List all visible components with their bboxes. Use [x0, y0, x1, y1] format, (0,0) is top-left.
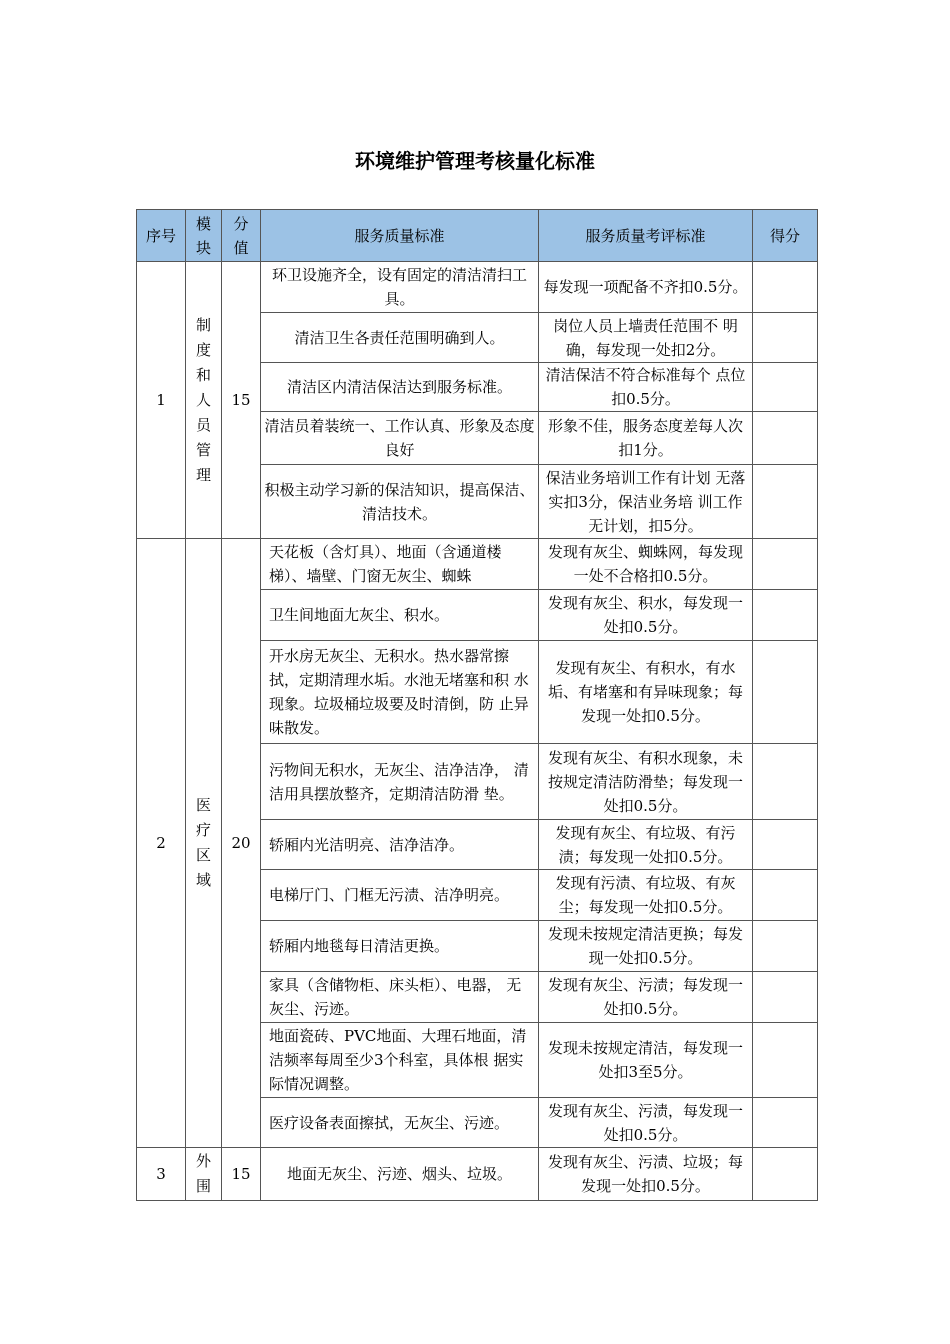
evaluation-standard: 发现有灰尘、蜘蛛网，每发现一处不合格扣0.5分。: [539, 539, 753, 590]
header-no: 序号: [137, 210, 186, 262]
evaluation-standard: 发现有灰尘、污渍；每发现一处扣0.5分。: [539, 972, 753, 1023]
module-char: 区: [195, 846, 211, 864]
points-cell[interactable]: [753, 412, 818, 465]
module-char: 域: [195, 871, 211, 889]
points-cell[interactable]: [753, 1098, 818, 1148]
section-score: 15: [222, 262, 261, 539]
module-char: 和: [195, 365, 211, 384]
evaluation-standard: 发现未按规定清洁，每发现一处扣3至5分。: [539, 1023, 753, 1098]
header-points: 得分: [753, 210, 818, 262]
module-char: 外: [195, 1152, 211, 1170]
page-title: 环境维护管理考核量化标准: [355, 149, 595, 173]
table-row: [137, 1148, 818, 1201]
evaluation-standard: 每发现一项配备不齐扣0.5分。: [539, 262, 753, 313]
section-score: 20: [222, 539, 261, 1148]
evaluation-standard: 发现有污渍、有垃圾、有灰尘；每发现一处扣0.5分。: [539, 870, 753, 921]
service-standard: 家具（含储物柜、床头柜）、电器， 无灰尘、污迹。: [261, 972, 539, 1023]
points-cell[interactable]: [753, 262, 818, 313]
section-number: 1: [137, 262, 186, 539]
header-score: [222, 210, 261, 262]
module-char: 员: [195, 415, 211, 434]
section-module: [186, 262, 222, 539]
service-standard: 地面瓷砖、PVC地面、大理石地面，清洁频率每周至少3个科室，具体根 据实际情况调整。: [261, 1023, 539, 1098]
standards-table: [136, 209, 818, 1201]
service-standard: 地面无灰尘、污迹、烟头、垃圾。: [261, 1148, 539, 1201]
module-char: 度: [195, 340, 211, 359]
module-char: 疗: [195, 821, 211, 839]
points-cell[interactable]: [753, 363, 818, 412]
evaluation-standard: 发现有灰尘、有积水现象，未按规定清洁防滑垫；每发现一处扣0.5分。: [539, 744, 753, 820]
header-score-line1: 分: [233, 214, 249, 233]
points-cell[interactable]: [753, 641, 818, 744]
service-standard: 清洁卫生各责任范围明确到人。: [261, 313, 539, 363]
service-standard: 天花板（含灯具）、地面（含通道楼 梯）、墙壁、门窗无灰尘、蜘蛛: [261, 539, 539, 590]
evaluation-standard: 清洁保洁不符合标准每个 点位扣0.5分。: [539, 363, 753, 412]
service-standard: 环卫设施齐全，设有固定的清洁清扫工具。: [261, 262, 539, 313]
evaluation-standard: 发现有灰尘、有积水，有水垢、有堵塞和有异味现象；每发现一处扣0.5分。: [539, 641, 753, 744]
service-standard: 卫生间地面尢灰尘、积水。: [261, 590, 539, 641]
points-cell[interactable]: [753, 590, 818, 641]
section-module: [186, 539, 222, 1148]
header-standard: 服务质量标准: [261, 210, 539, 262]
evaluation-standard: 发现有灰尘、积水，每发现一处扣0.5分。: [539, 590, 753, 641]
section-score: 15: [222, 1148, 261, 1201]
service-standard: 清洁员着装统一、工作认真、形象及态度良好: [261, 412, 539, 465]
header-module-line1: 模: [195, 214, 211, 233]
header-module: [186, 210, 222, 262]
evaluation-standard: 发现有灰尘、污渍，每发现一处扣0.5分。: [539, 1098, 753, 1148]
evaluation-standard: 发现有灰尘、污渍、垃圾；每发现一处扣0.5分。: [539, 1148, 753, 1201]
evaluation-standard: 发现有灰尘、有垃圾、有污渍；每发现一处扣0.5分。: [539, 820, 753, 870]
evaluation-standard: 形象不佳，服务态度差每人次扣1分。: [539, 412, 753, 465]
evaluation-standard: 岗位人员上墙责任范围不 明确，每发现一处扣2分。: [539, 313, 753, 363]
module-char: 管: [195, 440, 211, 459]
service-standard: 医疗设备表面擦拭，无灰尘、污迹。: [261, 1098, 539, 1148]
table-row: [137, 262, 818, 313]
points-cell[interactable]: [753, 744, 818, 820]
module-char: 围: [195, 1177, 211, 1195]
service-standard: 污物间无积水，无灰尘、洁净洁净， 清洁用具摆放整齐，定期清洁防滑 垫。: [261, 744, 539, 820]
service-standard: 开水房无灰尘、无积水。热水器常擦 拭，定期清理水垢。水池无堵塞和积 水现象。垃圾桶垃圾要及时清倒，防 止异味散发。: [261, 641, 539, 744]
header-score-line2: 值: [233, 238, 249, 257]
service-standard: 电梯厅门、门框无污渍、洁净明亮。: [261, 870, 539, 921]
section-number: 2: [137, 539, 186, 1148]
header-module-line2: 块: [195, 238, 211, 257]
points-cell[interactable]: [753, 870, 818, 921]
module-char: 医: [195, 796, 211, 814]
service-standard: 轿厢内地毯每日清洁更换。: [261, 921, 539, 972]
section-number: 3: [137, 1148, 186, 1201]
table-row: [137, 539, 818, 590]
service-standard: 清洁区内清洁保洁达到服务标准。: [261, 363, 539, 412]
service-standard: 积极主动学习新的保洁知识，提高保洁、清洁技术。: [261, 465, 539, 539]
points-cell[interactable]: [753, 539, 818, 590]
points-cell[interactable]: [753, 972, 818, 1023]
module-char: 制: [195, 315, 211, 334]
points-cell[interactable]: [753, 465, 818, 539]
points-cell[interactable]: [753, 1148, 818, 1201]
service-standard: 轿厢内光洁明亮、洁净洁净。: [261, 820, 539, 870]
section-module: [186, 1148, 222, 1201]
evaluation-standard: 保洁业务培训工作有计划 无落实扣3分，保洁业务培 训工作无计划，扣5分。: [539, 465, 753, 539]
points-cell[interactable]: [753, 820, 818, 870]
evaluation-standard: 发现未按规定清洁更换；每发现一处扣0.5分。: [539, 921, 753, 972]
module-char: 人: [195, 390, 211, 409]
module-char: 理: [195, 465, 211, 484]
points-cell[interactable]: [753, 921, 818, 972]
points-cell[interactable]: [753, 313, 818, 363]
table-header-row: [137, 210, 818, 262]
header-evaluation: 服务质量考评标准: [539, 210, 753, 262]
points-cell[interactable]: [753, 1023, 818, 1098]
